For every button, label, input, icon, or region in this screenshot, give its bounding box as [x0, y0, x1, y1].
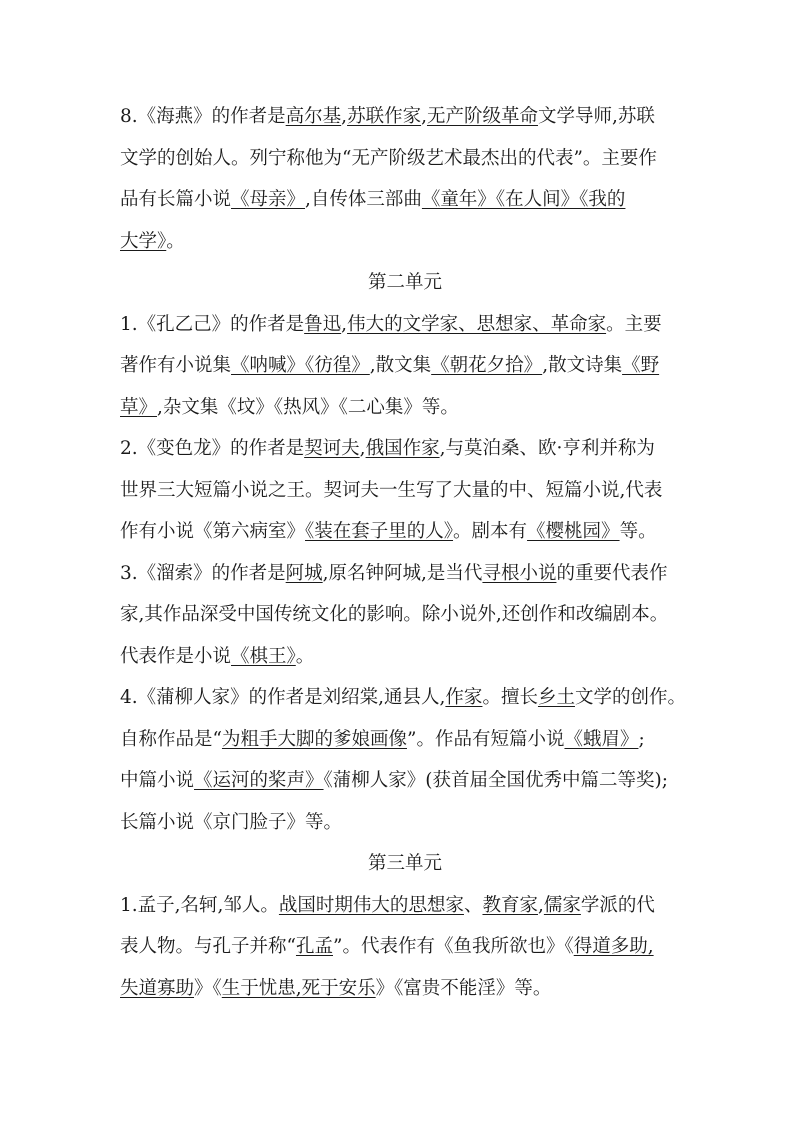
underlined-text: 鲁迅: [304, 313, 342, 335]
underlined-text: 《野: [622, 355, 660, 376]
underlined-text: 乡土: [537, 687, 575, 708]
underlined-text: 伟大的文学家、思想家、革命家: [347, 313, 607, 335]
text-segment: ,: [341, 313, 348, 335]
text-line: [120, 885, 690, 927]
text-line: [120, 179, 690, 221]
text-segment: 世界三大短篇小说之王。契诃夫一生写了大量的中、短篇小说,代表: [120, 479, 663, 501]
text-line: [120, 926, 690, 968]
underlined-text: 思想家: [408, 894, 464, 916]
text-line: [120, 470, 690, 512]
underlined-text: 战国时期伟大的: [278, 894, 409, 916]
underlined-text: 得道多助,: [573, 936, 654, 957]
text-segment: 《蒲柳人家》(获首届全国优秀中篇二等奖);: [323, 770, 668, 791]
text-segment: 2.《变色龙》的作者是: [120, 438, 305, 459]
text-line: [120, 138, 690, 180]
text-segment: 作有小说《第六病室》: [120, 521, 306, 542]
text-segment: ,散文集: [369, 355, 432, 376]
underlined-text: 作家: [445, 687, 483, 708]
text-line: [120, 553, 690, 595]
underlined-text: 《母亲》: [231, 189, 306, 210]
text-segment: 长篇小说《京门脸子》等。: [120, 811, 343, 833]
text-line: [120, 511, 690, 553]
text-line: [120, 96, 690, 138]
text-line: [120, 387, 690, 429]
underlined-text: 《装在套子里的人》: [305, 521, 454, 542]
text-segment: 、: [463, 894, 483, 916]
text-segment: 。擅长: [482, 687, 538, 708]
underlined-text: 失道寡助: [120, 977, 195, 999]
section-heading: [120, 843, 690, 885]
text-segment: 代表作是小说: [120, 645, 232, 667]
text-segment: 品有长篇小说: [120, 189, 232, 210]
text-line: [120, 802, 690, 844]
text-segment: ”。代表作有《鱼我所欲也》《: [332, 936, 574, 957]
underlined-text: 《朝花夕拾》: [431, 355, 543, 376]
underlined-text: 《蛾眉》: [564, 728, 639, 750]
text-segment: 文学的创作。: [574, 687, 686, 708]
text-segment: 。主要: [606, 313, 662, 335]
text-segment: 3.《溜索》的作者是: [120, 562, 286, 584]
underlined-text: 《呐喊》《彷徨》: [231, 355, 370, 376]
text-segment: 表人物。与孔子并称“: [120, 936, 296, 957]
underlined-text: 草》: [120, 396, 158, 418]
text-segment: ,杂文集《坟》《热风》《二心集》等。: [157, 396, 459, 418]
text-line: [120, 304, 690, 346]
underlined-text: 《棋王》: [231, 645, 296, 667]
underlined-text: 为粗手大脚的爹娘画像: [221, 728, 407, 750]
text-segment: 等。: [619, 521, 657, 542]
underlined-text: 大学》: [120, 230, 167, 252]
text-segment: 。: [166, 230, 185, 252]
underlined-text: 契诃夫: [304, 438, 360, 459]
text-segment: 第二单元: [367, 272, 442, 293]
underlined-text: 苏联作家: [347, 106, 422, 127]
underlined-text: 教育家: [482, 894, 538, 916]
text-line: [120, 719, 690, 761]
section-heading: [120, 262, 690, 304]
underlined-text: 俄国作家: [365, 438, 440, 459]
text-segment: 第三单元: [367, 853, 442, 874]
text-segment: 》《富贵不能淫》等。: [375, 977, 552, 999]
text-line: [120, 968, 690, 1010]
document-page: [120, 96, 690, 1009]
text-segment: ,自传体三部曲: [305, 189, 422, 210]
text-segment: 的重要代表作: [556, 562, 668, 584]
underlined-text: 阿城: [285, 562, 323, 584]
text-segment: ,散文诗集: [542, 355, 623, 376]
text-segment: 》《: [194, 977, 222, 999]
text-segment: 著作有小说集: [120, 355, 232, 376]
text-segment: ,原名钟阿城,是当代: [322, 562, 483, 584]
underlined-text: 《樱桃园》: [527, 521, 620, 542]
text-segment: 。剧本有: [453, 521, 528, 542]
underlined-text: 高尔基: [285, 106, 342, 127]
underlined-text: 寻根小说: [482, 562, 557, 584]
text-segment: 自称作品是“: [120, 728, 222, 750]
text-segment: 文学导师,苏联: [537, 106, 655, 127]
text-segment: ,: [359, 438, 366, 459]
text-segment: 。: [295, 645, 315, 667]
underlined-text: 《运河的桨声》: [194, 770, 324, 791]
text-line: [120, 345, 690, 387]
text-segment: 8.《海燕》的作者是: [120, 106, 286, 127]
text-line: [120, 636, 690, 678]
text-segment: 家,其作品深受中国传统文化的影响。除小说外,还创作和改编剧本。: [120, 604, 669, 625]
text-segment: ”。作品有短篇小说: [406, 728, 565, 750]
text-segment: 4.《蒲柳人家》的作者是刘绍棠,通县人,: [120, 687, 446, 708]
text-segment: ;: [638, 728, 645, 750]
underlined-text: 儒家: [543, 894, 581, 916]
underlined-text: 孔孟: [295, 936, 333, 957]
text-segment: 文学的创始人。列宁称他为“无产阶级艺术最杰出的代表”。主要作: [120, 147, 657, 169]
text-segment: ,: [341, 106, 348, 127]
text-line: [120, 221, 690, 263]
text-line: [120, 594, 690, 636]
text-segment: 学派的代: [580, 894, 655, 916]
text-segment: ,: [537, 894, 544, 916]
text-segment: ,: [421, 106, 427, 127]
text-segment: 中篇小说: [120, 770, 195, 791]
text-line: [120, 428, 690, 470]
underlined-text: 《童年》《在人间》《我的: [421, 189, 626, 210]
text-line: [120, 677, 690, 719]
text-segment: 1.孟子,名轲,邹人。: [120, 894, 279, 916]
underlined-text: 无产阶级革命: [426, 106, 538, 127]
text-segment: 1.《孔乙己》的作者是: [120, 313, 305, 335]
text-line: [120, 760, 690, 802]
text-segment: ,与莫泊桑、欧·亨利并称为: [439, 438, 655, 459]
underlined-text: 生于忧患,死于安乐: [221, 977, 376, 999]
